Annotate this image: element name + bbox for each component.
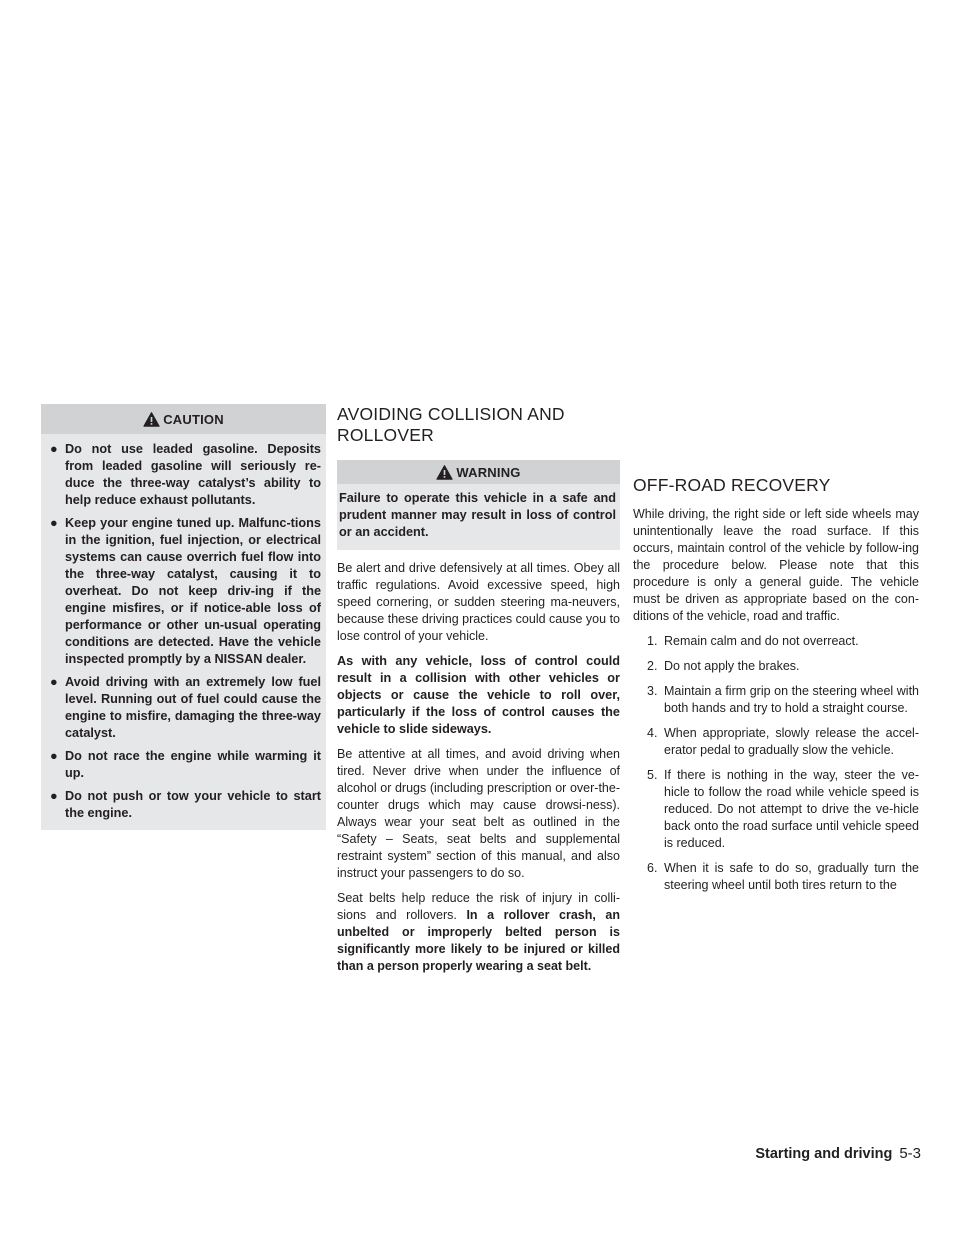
paragraph: Be alert and drive defensively at all times. Obey all traffic regulations. Avoid excessive speed, high speed cornering, or sudden steering ma-neuvers, because these driving practices could cause you to lose control of your vehicle.	[337, 561, 620, 643]
column-2	[337, 404, 620, 975]
list-item: 4. When appropriate, slowly release the accel-erator pedal to gradually slow the vehicle.	[647, 726, 919, 757]
warning-triangle-icon	[436, 465, 453, 480]
paragraph: While driving, the right side or left side wheels may unintentionally leave the road surface. If this occurs, maintain control of the vehicle by follow-ing the procedure below. Please note that this procedure is only a general guide. The vehicle must be driven as appropriate based on the con-ditions of the vehicle, road and traffic.	[633, 507, 919, 623]
column-1	[41, 404, 326, 830]
paragraph-regular-part: Seat belts help reduce the risk of injury in colli-sions and rollovers.	[337, 891, 620, 922]
list-item: 3. Maintain a firm grip on the steering wheel with both hands and try to hold a straight course.	[647, 684, 919, 715]
step-number: 3.	[647, 684, 658, 698]
caution-item: ● Do not race the engine while warming it up.	[50, 749, 321, 780]
warning-text: Failure to operate this vehicle in a safe and prudent manner may result in loss of control or an accident.	[339, 491, 616, 539]
caution-item: ● Keep your engine tuned up. Malfunc-tions in the ignition, fuel injection, or electrical systems can cause overrich fuel flow into the three-way catalyst, causing it to overheat. Do not keep driv-ing if the engine misfires, or if notice-able loss of performance or other un-usual operating conditions are detected. Have the vehicle inspected promptly by a NISSAN dealer.	[50, 516, 321, 666]
step-number: 2.	[647, 659, 658, 673]
section-title-off-road-recovery: OFF-ROAD RECOVERY	[633, 475, 831, 495]
page-footer	[676, 1145, 921, 1162]
list-item: 6. When it is safe to do so, gradually turn the steering wheel until both tires return to the	[647, 861, 919, 892]
step-number: 6.	[647, 861, 658, 875]
caution-body	[41, 434, 326, 830]
section-title-avoiding-collision: AVOIDING COLLISION AND ROLLOVER	[337, 404, 565, 445]
paragraph-bold: As with any vehicle, loss of control could result in a collision with other vehicles or objects or cause the vehicle to roll over, particularly if the loss of control causes the vehicle to slide sideways.	[337, 654, 620, 736]
page-number: 5-3	[899, 1145, 921, 1162]
bullet-icon: ●	[50, 442, 58, 456]
paragraph-bold-part: In a rollover crash, an unbelted or improperly belted person is significantly more likely to be injured or killed than a person properly wearing a seat belt.	[337, 908, 620, 973]
paragraph-seat-belts	[337, 890, 620, 975]
bullet-icon: ●	[50, 789, 58, 803]
warning-triangle-icon	[143, 412, 160, 427]
caution-box	[41, 404, 326, 830]
footer-section-name: Starting and driving	[755, 1146, 893, 1162]
caution-header	[41, 404, 326, 434]
column-3-spacer	[633, 404, 919, 463]
caution-item: ● Do not push or tow your vehicle to start the engine.	[50, 789, 321, 820]
list-item: 1. Remain calm and do not overreact.	[647, 634, 859, 648]
warning-box	[337, 460, 620, 550]
warning-title: WARNING	[456, 464, 521, 480]
caution-title: CAUTION	[163, 411, 224, 427]
warning-header	[337, 460, 620, 484]
bullet-icon: ●	[50, 516, 58, 530]
bullet-icon: ●	[50, 675, 58, 689]
caution-item: ● Do not use leaded gasoline. Deposits from leaded gasoline will seriously re-duce the three-way catalyst’s ability to help reduce exhaust pollutants.	[50, 442, 321, 507]
recovery-steps	[633, 633, 919, 894]
step-number: 4.	[647, 726, 658, 740]
bullet-icon: ●	[50, 749, 58, 763]
list-item: 2. Do not apply the brakes.	[647, 659, 800, 673]
paragraph: Be attentive at all times, and avoid driving when tired. Never drive when under the influence of alcohol or drugs (including prescription or over-the-counter drugs which may cause drowsi-ness). Always wear your seat belt as outlined in the “Safety – Seats, seat belts and supplemental restraint system” section of this manual, and also instruct your passengers to do so.	[337, 747, 620, 880]
step-number: 1.	[647, 634, 658, 648]
list-item: 5. If there is nothing in the way, steer the ve-hicle to follow the road while vehicle speed is reduced. Do not attempt to drive the ve-hicle back onto the road surface until vehicle speed is reduced.	[647, 768, 919, 850]
caution-list	[50, 441, 321, 822]
caution-item: ● Avoid driving with an extremely low fuel level. Running out of fuel could cause the engine to misfire, damaging the three-way catalyst.	[50, 675, 321, 740]
step-number: 5.	[647, 768, 658, 782]
column-3	[633, 404, 919, 894]
